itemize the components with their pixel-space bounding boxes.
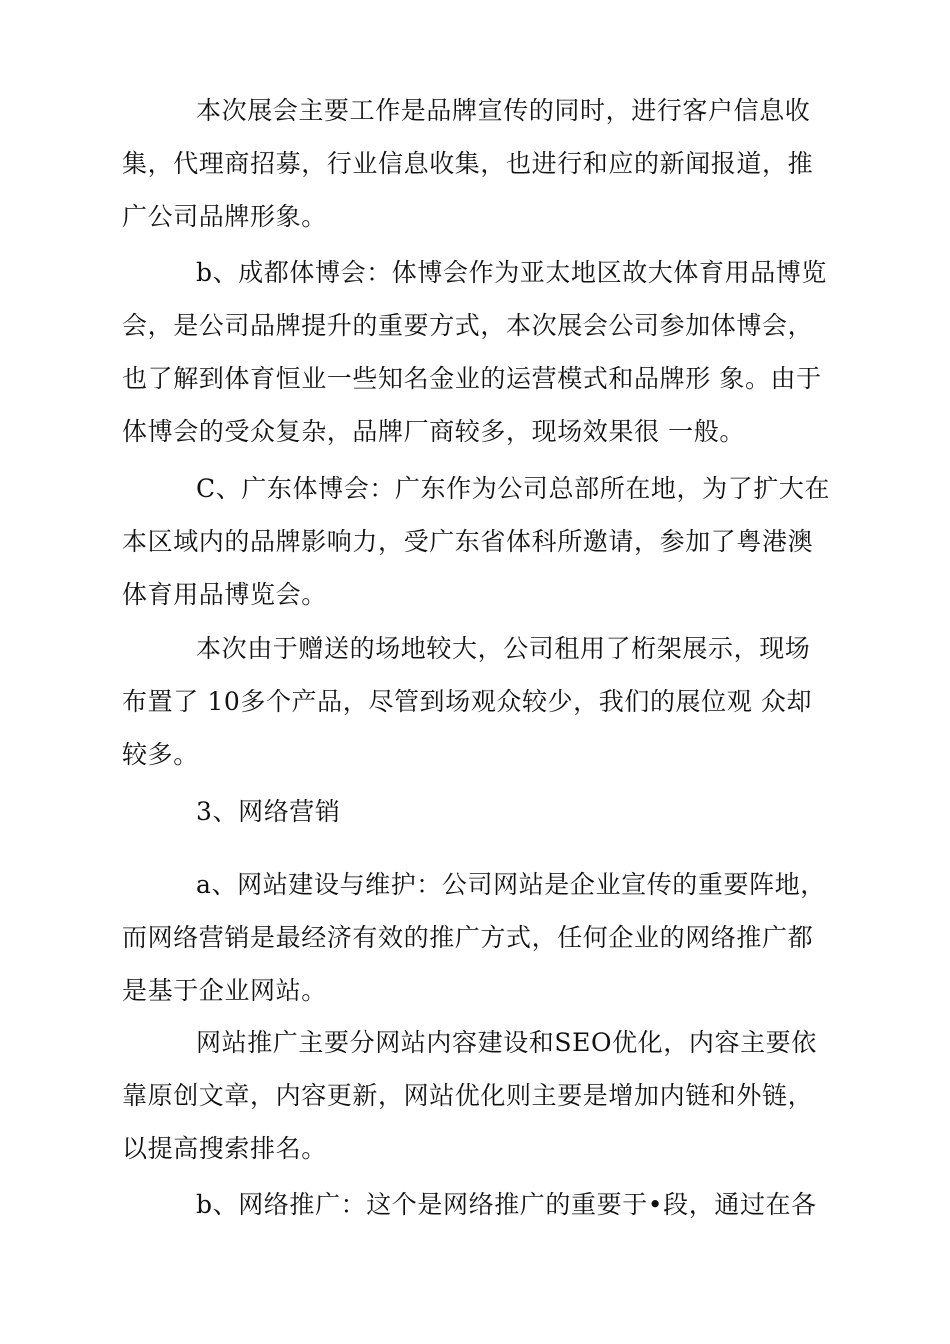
paragraph-exhibition-summary: 本次展会主要工作是品牌宣传的同时，进行客户信息收集，代理商招募，行业信息收集，也进行和应的新闻报道，推广公司品牌形象。 — [122, 96, 814, 231]
paragraph-guangdong-expo: C、广东体博会：广东作为公司总部所在地，为了扩大在本区域内的品牌影响力，受广东省体科所邀请，参加了粤港澳体育用品博览会。 — [122, 474, 831, 609]
section-heading-network-marketing: 3、网络营销 — [196, 797, 341, 826]
paragraph-chengdu-expo: b、成都体博会：体博会作为亚太地区故大体育用品博览会，是公司品牌提升的重要方式，本次展会公司参加体博会，也了解到体育恒业一些知名金业的运营模式和品牌形 象。由于体博会的受众复杂，品牌厂商较多，现场效果很 一般。 — [122, 258, 828, 446]
paragraph-network-promotion: b、网络推广：这个是网络推广的重要于•段，通过在各 — [196, 1190, 817, 1219]
paragraph-website-promotion: 网站推广主要分网站内容建设和SEO优化，内容主要依靠原创文章，内容更新，网站优化则主要是增加内链和外链，以提高搜索排名。 — [122, 1028, 817, 1163]
paragraph-website-maintenance: a、网站建设与维护：公司网站是企业宣传的重要阵地，而网络营销是最经济有效的推广方式，任何企业的网络推广都是基于企业网站。 — [122, 870, 826, 1005]
paragraph-booth-setup: 本次由于赠送的场地较大，公司租用了桁架展示，现场布置了 10多个产品，尽管到场观众较少，我们的展位观 众却较多。 — [122, 634, 813, 769]
